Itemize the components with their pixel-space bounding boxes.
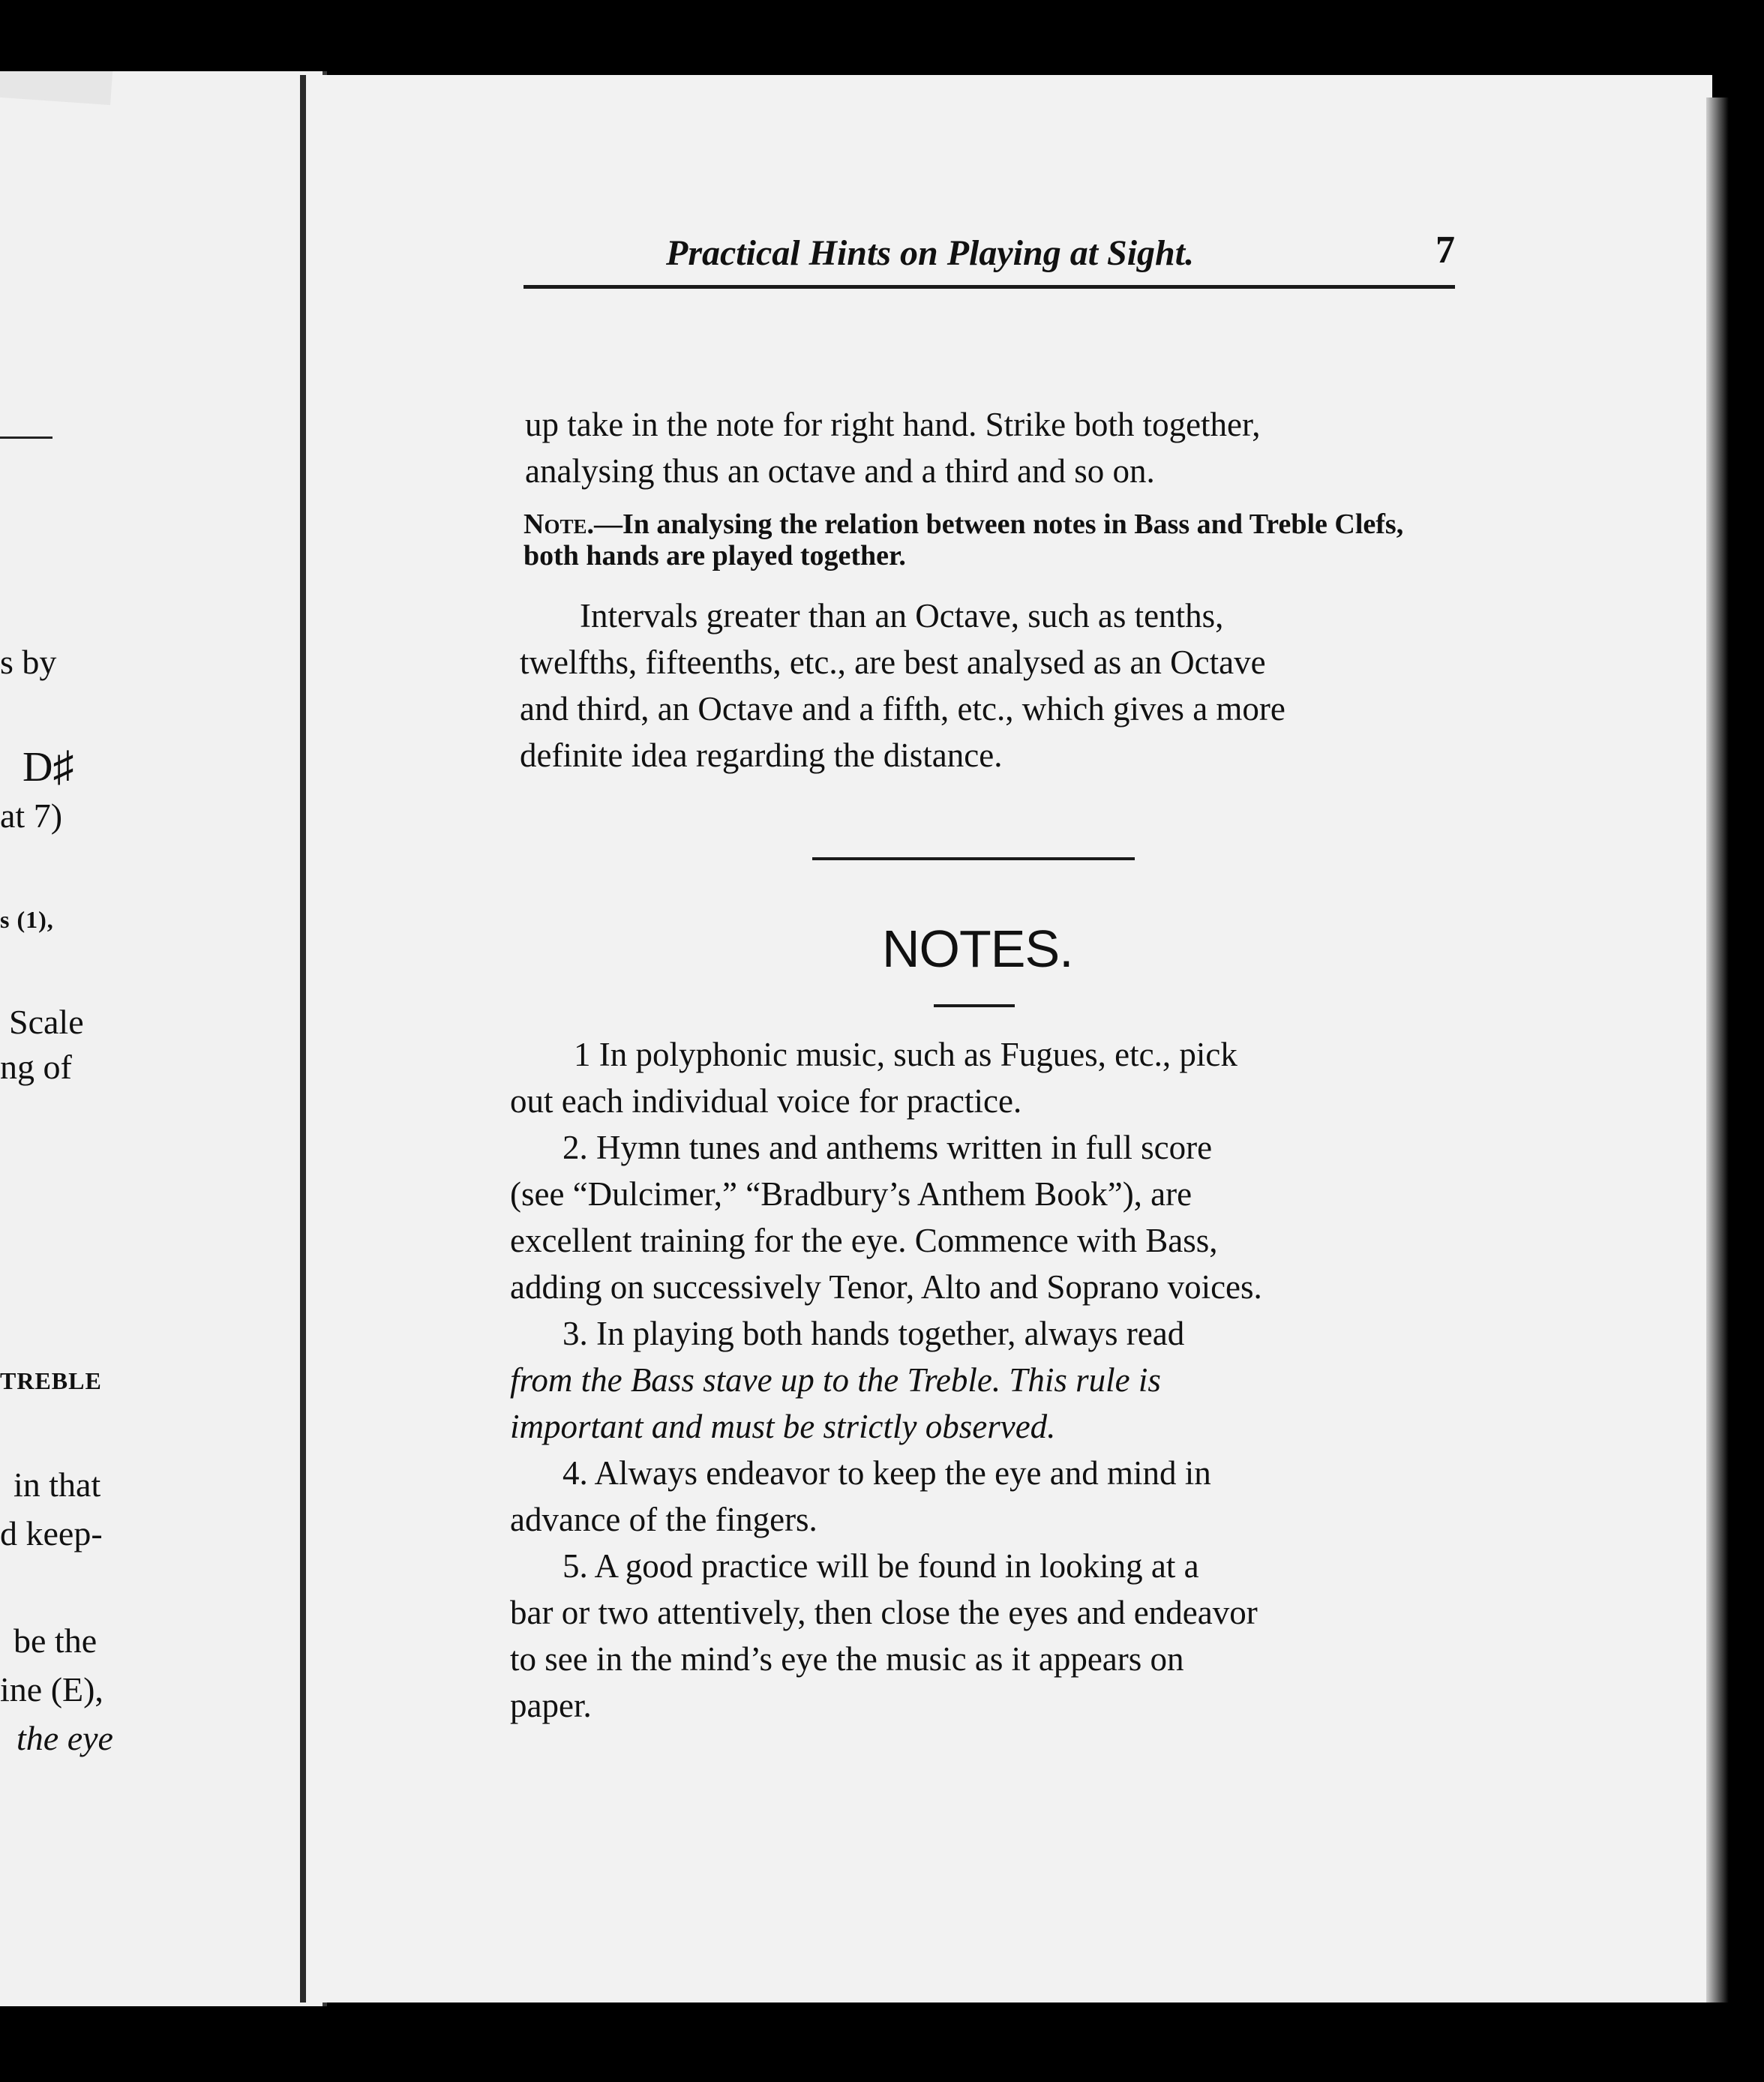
text-line: up take in the note for right hand. Strike both together, [525,406,1261,443]
text-line: twelfths, fifteenths, etc., are best analysed as an Octave [520,644,1266,681]
running-title: Practical Hints on Playing at Sight. [666,233,1195,273]
text-line: excellent training for the eye. Commence with Bass, [510,1222,1218,1259]
note-paragraph [524,508,1455,572]
note-item-3 [510,1310,1262,1450]
note-item-1 [510,1031,1262,1124]
previous-page-fragment: D♯ [22,744,74,790]
text-line: paper. [510,1687,592,1724]
previous-page-fragment: ine (E), [0,1670,104,1708]
previous-page-fragment: ng of [0,1048,72,1086]
text-line: Intervals greater than an Octave, such as tenths, [580,597,1224,634]
text-line: from the Bass stave up to the Treble. This rule is [510,1361,1161,1399]
previous-page-fragment: be the [14,1622,98,1660]
text-line: 2. Hymn tunes and anthems written in full score [562,1129,1213,1166]
previous-page-fragment: Scale [9,1003,84,1041]
text-line: bar or two attentively, then close the eyes and endeavor [510,1594,1258,1631]
note-body: —In analysing the relation between notes in Bass and Treble Clefs, both hands are played together. [524,508,1404,572]
previous-page-fragment: s (1), [0,906,54,933]
notes-heading: NOTES. [882,920,1073,978]
previous-page-fragment: at 7) [0,796,63,835]
running-header [524,218,1455,289]
previous-page-rule [0,436,52,439]
text-line: definite idea regarding the distance. [520,736,1003,774]
text-line: important and must be strictly observed. [510,1408,1056,1445]
text-line: to see in the mind’s eye the music as it appears on [510,1640,1184,1678]
text-line: 3. In playing both hands together, always read [562,1315,1185,1352]
text-line: 1 In polyphonic music, such as Fugues, etc., pick [574,1036,1238,1073]
section-divider [812,857,1135,860]
text-line: analysing thus an octave and a third and so on. [525,452,1155,490]
intervals-paragraph [520,592,1286,778]
previous-page-fragment: the eye [16,1719,113,1757]
note-item-4 [510,1450,1262,1543]
page-number: 7 [1436,229,1455,272]
text-line: 5. A good practice will be found in looking at a [562,1547,1199,1585]
page-edge [0,71,115,105]
notes-list [510,1031,1262,1729]
text-line: advance of the fingers. [510,1501,818,1538]
text-line: adding on successively Tenor, Alto and Soprano voices. [510,1268,1262,1306]
heading-underline [934,1004,1015,1007]
text-line: out each individual voice for practice. [510,1082,1022,1120]
intro-paragraph [525,401,1260,494]
previous-page-fragment: TREBLE [0,1367,102,1394]
previous-page-fragment: s by [0,643,57,681]
previous-page-fragment: in that [14,1466,101,1504]
text-line: 4. Always endeavor to keep the eye and mind in [562,1454,1211,1492]
note-label: Note. [524,508,594,540]
previous-page-fragment: d keep- [0,1514,103,1552]
note-item-2 [510,1124,1262,1310]
text-line: (see “Dulcimer,” “Bradbury’s Anthem Book”), are [510,1175,1192,1213]
note-item-5 [510,1543,1262,1729]
text-line: and third, an Octave and a fifth, etc., which gives a more [520,690,1286,728]
previous-page [0,71,327,2006]
page-edge-shadow [1706,98,1729,2002]
